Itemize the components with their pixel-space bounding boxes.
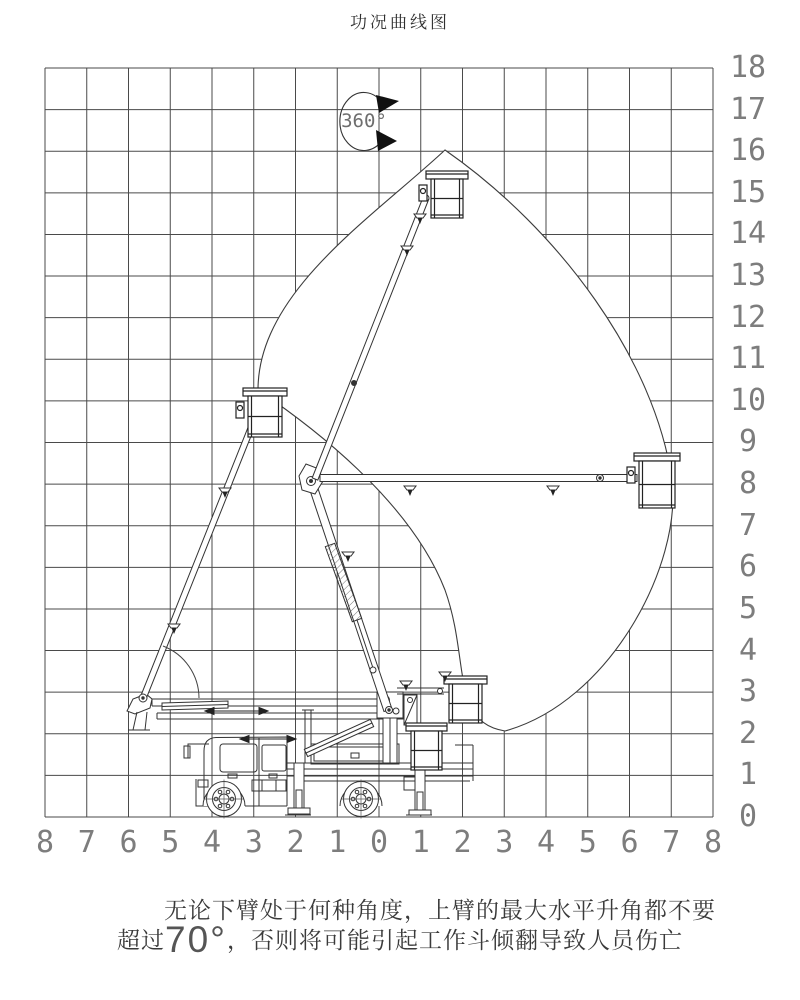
x-axis-label: 3 xyxy=(244,825,263,860)
x-axis-label: 6 xyxy=(620,825,639,860)
x-axis-label: 2 xyxy=(453,825,472,860)
x-axis-label: 5 xyxy=(161,825,180,860)
x-axis-label: 1 xyxy=(411,825,430,860)
bucket-rim xyxy=(444,676,487,684)
caption-line2-prefix: 超过 xyxy=(117,927,166,953)
x-axis-label: 2 xyxy=(286,825,305,860)
y-axis-label: 1 xyxy=(738,757,758,793)
y-axis-label: 11 xyxy=(729,341,767,377)
upper-boom-horizontal xyxy=(320,475,637,482)
x-axis-label: 1 xyxy=(328,825,347,860)
rear-wheel xyxy=(342,780,381,819)
y-axis-label: 6 xyxy=(738,549,758,585)
caption-line2-suffix: ，否则将可能引起工作斗倾翻导致人员伤亡 xyxy=(226,927,683,953)
headlight xyxy=(198,780,208,787)
y-axis-label: 5 xyxy=(738,590,758,626)
page-title: 功况曲线图 xyxy=(350,13,450,32)
y-axis-label: 0 xyxy=(738,798,758,834)
rotation-angle-label: 360° xyxy=(341,110,387,132)
max-angle-value: 70° xyxy=(165,919,227,960)
x-axis-label: 0 xyxy=(369,825,389,860)
cab-window-front xyxy=(220,744,257,772)
bucket-position-left xyxy=(236,388,287,437)
y-axis-label: 18 xyxy=(729,50,767,85)
x-axis-label: 8 xyxy=(35,825,55,860)
bucket-rim xyxy=(634,453,680,461)
y-axis-label: 8 xyxy=(738,466,758,502)
working-envelope-curve xyxy=(258,150,673,731)
bucket-position-mid xyxy=(444,676,487,723)
caption-line1: 无论下臂处于何种角度，上臂的最大水平升角都不要 xyxy=(164,897,716,923)
lower-boom-raised xyxy=(309,485,393,714)
x-axis-label: 4 xyxy=(202,825,222,860)
y-axis-label: 16 xyxy=(729,133,767,169)
rotation-arrow-bottom-icon xyxy=(376,130,397,151)
x-axis-label: 4 xyxy=(536,825,556,860)
y-axis-label: 3 xyxy=(738,674,758,710)
x-axis-label: 8 xyxy=(703,825,723,860)
x-axis-label: 5 xyxy=(578,825,597,860)
x-axis-label: 3 xyxy=(495,825,514,860)
cab-window-rear xyxy=(262,745,286,771)
front-wheel xyxy=(205,780,244,819)
y-axis-label: 9 xyxy=(738,424,758,460)
bucket-rim xyxy=(406,723,447,731)
y-axis-label: 2 xyxy=(738,715,758,751)
upper-boom-raised-from-stowed xyxy=(139,424,255,702)
fuel-tank xyxy=(252,780,286,791)
y-axis-label: 12 xyxy=(729,299,767,335)
y-axis-label: 4 xyxy=(738,632,758,668)
front-outrigger xyxy=(285,763,311,815)
x-axis-label: 6 xyxy=(119,825,138,860)
y-axis-label: 7 xyxy=(738,507,758,543)
lift-cylinder xyxy=(325,543,361,621)
stowed-bucket-hanger xyxy=(404,695,417,725)
y-axis-label: 13 xyxy=(729,258,767,294)
boom-angle-arc xyxy=(163,646,199,698)
y-axis-label: 10 xyxy=(729,382,767,418)
mirror-arm xyxy=(188,744,209,758)
y-axis-label: 14 xyxy=(729,216,767,252)
caption-line2 xyxy=(0,921,800,958)
y-axis-label: 17 xyxy=(729,91,767,127)
y-axis-label: 15 xyxy=(729,174,767,210)
x-axis-label: 7 xyxy=(77,825,96,860)
bucket-position-stowed xyxy=(406,723,447,770)
bucket-rim xyxy=(426,171,468,179)
x-axis-label: 7 xyxy=(662,825,681,860)
bucket-rim xyxy=(243,388,287,396)
mirror xyxy=(184,746,190,758)
